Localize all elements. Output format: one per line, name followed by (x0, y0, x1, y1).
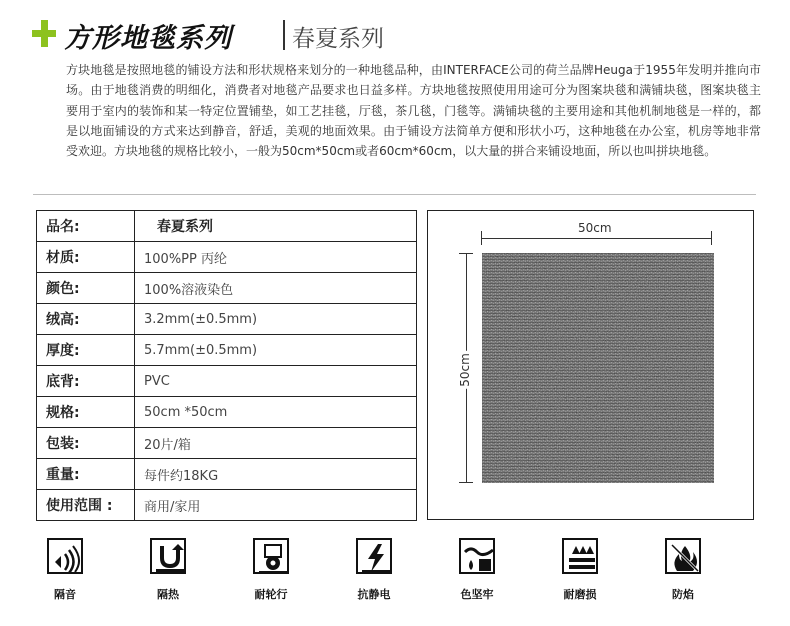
flame-retardant-icon (665, 538, 701, 574)
spec-value: PVC (135, 366, 417, 397)
title-divider (283, 20, 285, 50)
spec-value: 商用/家用 (135, 490, 417, 521)
feature-icons (40, 538, 760, 618)
page-title: 方形地毯系列 (64, 23, 232, 54)
table-row (37, 273, 417, 304)
width-dimension-tick (711, 231, 712, 245)
width-dimension-tick (481, 231, 482, 245)
spec-value: 100%溶液染色 (135, 273, 417, 304)
spec-value: 50cm *50cm (135, 397, 417, 428)
feature-label: 隔音 (54, 588, 76, 601)
feature-item (658, 538, 708, 602)
spec-key: 规格: (37, 397, 135, 428)
spec-value: 5.7mm(±0.5mm) (135, 335, 417, 366)
feature-item (40, 538, 90, 602)
feature-label: 防焰 (672, 588, 694, 601)
spec-value: 3.2mm(±0.5mm) (135, 304, 417, 335)
wheel-resistant-icon (253, 538, 289, 574)
feature-label: 抗静电 (357, 588, 391, 601)
antistatic-icon (356, 538, 392, 574)
width-dimension-line (481, 238, 712, 239)
height-dimension-tick (459, 253, 473, 254)
table-row (37, 428, 417, 459)
soundproof-icon (47, 538, 83, 574)
section-divider (33, 194, 756, 195)
header (30, 14, 460, 54)
table-row (37, 304, 417, 335)
table-row (37, 459, 417, 490)
table-row (37, 211, 417, 242)
feature-item (349, 538, 399, 602)
width-label: 50cm (578, 221, 612, 235)
feature-item (452, 538, 502, 602)
table-row (37, 242, 417, 273)
spec-key: 底背: (37, 366, 135, 397)
description: 方块地毯是按照地毯的铺设方法和形状规格来划分的一种地毯品种，由INTERFACE公司的荷兰品牌Heuga于1955年发明并推向市场。由于地毯消费的明细化，消费者对地毯产品要求也日益多样。方块地毯按照使用用途可分为图案块毯和满铺块毯，图案块毯主要用于室内的装饰和某一特定位置铺垫，如工艺挂毯，厅毯，茶几毯，门毯等。满铺块毯的主要用途和其他机制地毯是一样的，都是以地面铺设的方式来达到静音，舒适，美观的地面效果。由于铺设方法简单方便和形状小巧，这种地毯在办公室，机房等地非常受欢迎。方块地毯的规格比较小，一般为50cm*50cm或者60cm*60cm，以大量的拼合来铺设地面，所以也叫拼块地毯。 (66, 63, 761, 159)
feature-label: 隔热 (157, 588, 179, 601)
table-row (37, 366, 417, 397)
feature-label: 色坚牢 (460, 588, 494, 601)
height-dimension-tick (459, 482, 473, 483)
spec-value: 每件约18KG (135, 459, 417, 490)
table-row (37, 397, 417, 428)
height-label: 50cm (457, 353, 472, 387)
colorfast-icon (459, 538, 495, 574)
wear-resistant-icon (562, 538, 598, 574)
page-subtitle: 春夏系列 (292, 26, 384, 52)
spec-value: 100%PP 丙纶 (135, 242, 417, 273)
spec-key: 品名: (37, 211, 135, 242)
spec-key: 使用范围 : (37, 490, 135, 521)
feature-item (246, 538, 296, 602)
spec-value: 20片/箱 (135, 428, 417, 459)
feature-item (143, 538, 193, 602)
feature-label: 耐磨损 (563, 588, 597, 601)
plus-icon (32, 20, 58, 46)
spec-key: 绒高: (37, 304, 135, 335)
heat-insulation-icon (150, 538, 186, 574)
feature-item (555, 538, 605, 602)
spec-key: 重量: (37, 459, 135, 490)
table-row (37, 335, 417, 366)
spec-key: 包装: (37, 428, 135, 459)
spec-key: 颜色: (37, 273, 135, 304)
spec-key: 材质: (37, 242, 135, 273)
spec-table (36, 210, 417, 521)
spec-value: 春夏系列 (135, 211, 417, 242)
table-row (37, 490, 417, 521)
feature-label: 耐轮行 (254, 588, 288, 601)
carpet-sample-image (482, 253, 714, 483)
spec-key: 厚度: (37, 335, 135, 366)
